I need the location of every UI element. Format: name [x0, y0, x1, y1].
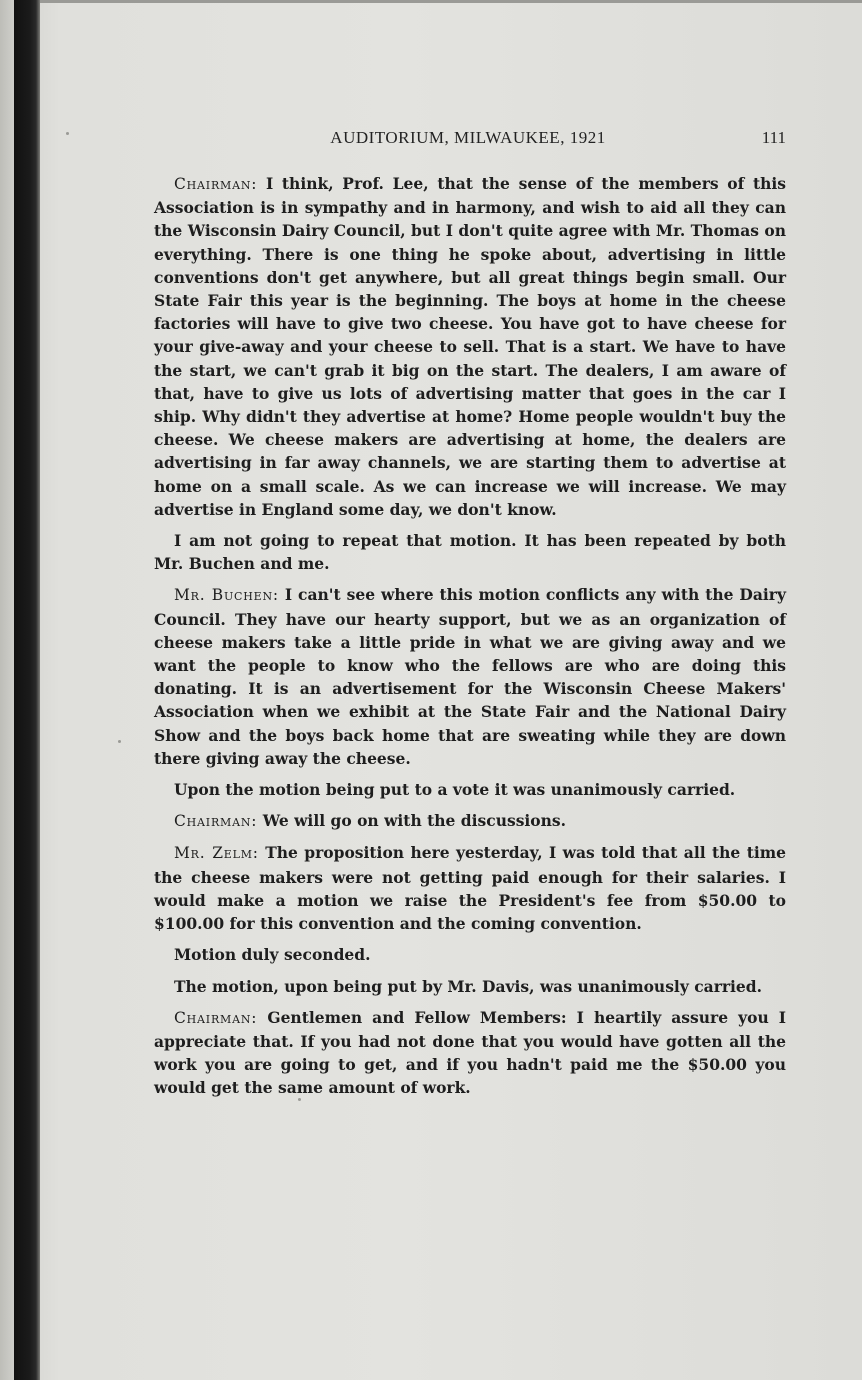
- paragraph: [154, 975, 786, 998]
- paragraph: [154, 583, 786, 770]
- speaker-label: Chairman:: [174, 175, 258, 193]
- paragraph-text: The motion, upon being put by Mr. Davis, was unanimously carried.: [174, 976, 763, 996]
- running-title: AUDITORIUM, MILWAUKEE, 1921: [330, 128, 606, 147]
- paragraph: [154, 1006, 786, 1100]
- paragraph: [154, 943, 786, 966]
- speaker-label: Mr. Buchen:: [174, 586, 279, 605]
- running-head: [150, 128, 786, 152]
- page-top-edge: [40, 0, 862, 3]
- paragraph: [154, 529, 786, 575]
- paragraph-text: I think, Prof. Lee, that the sense of the members of this Association is in sympathy and in harmony, and wish to aid all they can the Wisconsin Dairy Council, but I don't quite agree with Mr. Thomas on everything. There is one thing he spoke about, advertising in little conventions don't get anywhere, but all great things begin small. Our State Fair this year is the beginning. The boys at home in the cheese factories will have to give two cheese. You have got to have cheese for your give-away and your cheese to sell. That is a start. We have to have the start, we can't grab it big on the start. The dealers, I am aware of that, have to give us lots of advertising matter that goes in the car I ship. Why didn't they advertise at home? Home people wouldn't buy the cheese. We cheese makers are advertising at home, the dealers are advertising in far away channels, we are starting them to advertise at home on a small scale. As we can increase we will increase. We may advertise in England some day, we don't know.: [154, 174, 786, 519]
- paper-speck: [118, 740, 121, 743]
- speaker-label: Chairman:: [174, 812, 258, 831]
- paragraph: [154, 778, 786, 801]
- speaker-label: Mr. Zelm:: [174, 844, 259, 863]
- paragraph-text: The proposition here yesterday, I was told that all the time the cheese makers were not getting paid enough for their salaries. I would make a motion we raise the President's fee from $50.00 to $100.00 for this convention and the coming convention.: [154, 843, 786, 934]
- paragraph-text: Upon the motion being put to a vote it was unanimously carried.: [174, 780, 736, 800]
- page-edge: [0, 0, 14, 1380]
- paragraph-text: We will go on with the discussions.: [262, 811, 567, 831]
- paragraph: [154, 172, 786, 521]
- book-spine-shadow: [14, 0, 40, 1380]
- body-text: [154, 172, 786, 1108]
- paragraph-text: Motion duly seconded.: [174, 945, 371, 965]
- page-number: 111: [761, 128, 786, 147]
- paragraph: [154, 809, 786, 833]
- paragraph: [154, 841, 786, 935]
- paper-speck: [66, 132, 69, 135]
- paragraph-text: I can't see where this motion conflicts any with the Dairy Council. They have our hearty support, but we as an organization of cheese makers take a little pride in what we are giving away and we want the people to know who the fellows are who are doing this donating. It is an advertisement for the Wisconsin Cheese Makers' Association when we exhibit at the State Fair and the National Dairy Show and the boys back home that are sweating while they are down there giving away the cheese.: [154, 585, 786, 768]
- paragraph-text: I am not going to repeat that motion. It has been repeated by both Mr. Buchen and me.: [154, 531, 786, 574]
- speaker-label: Chairman:: [174, 1008, 258, 1027]
- paragraph-text: Gentlemen and Fellow Members: I heartily assure you I appreciate that. If you had not done that you would have gotten all the work you are going to get, and if you hadn't paid me the $50.00 you would get the same amount of work.: [154, 1007, 786, 1098]
